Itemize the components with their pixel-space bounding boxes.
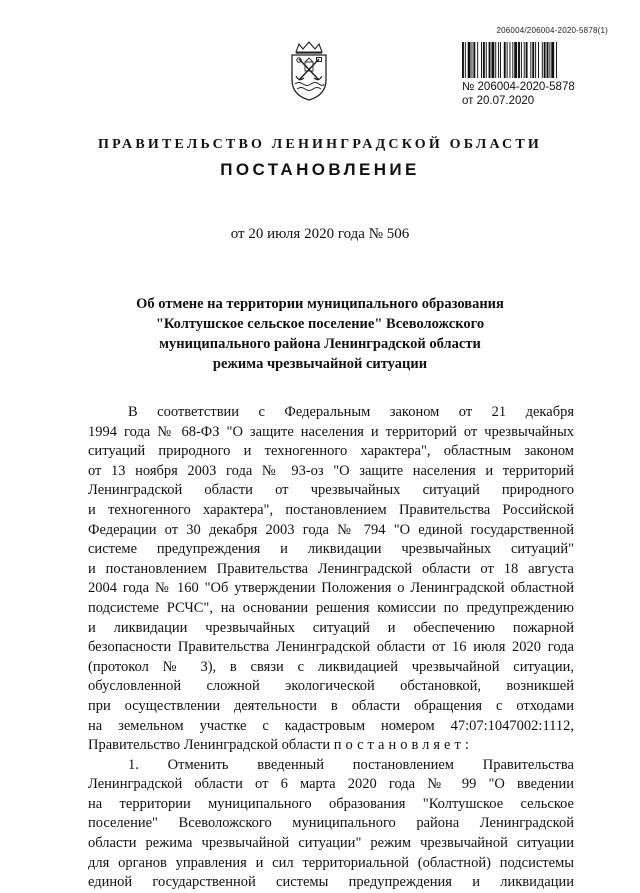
preamble-line: В соответствии с Федеральным законом от 21 декабря xyxy=(128,404,574,420)
coat-of-arms-icon xyxy=(286,40,332,102)
registration-date: от 20.07.2020 xyxy=(462,95,535,107)
decree-subject xyxy=(0,294,640,374)
decree-date-number: от 20 июля 2020 года № 506 xyxy=(230,226,410,242)
barcode-icon xyxy=(462,42,602,78)
government-title: ПРАВИТЕЛЬСТВО ЛЕНИНГРАДСКОЙ ОБЛАСТИ xyxy=(97,137,542,152)
resolution-word: постановляет: xyxy=(333,737,473,754)
subject-line: "Колтушское сельское поселение" Всеволожского xyxy=(155,316,485,332)
subject-line: муниципального района Ленинградской области xyxy=(159,336,481,352)
item-1-line: поселение" Всеволожского муниципального района Ленинградской xyxy=(88,815,574,832)
resolution-lead: Правительство Ленинградской области xyxy=(88,737,331,754)
registration-block xyxy=(462,80,575,108)
preamble-line: безопасности Правительства Ленинградской области от 16 июля 2020 года xyxy=(88,639,574,656)
preamble-line: Ленинградской области от чрезвычайных ситуаций природного xyxy=(88,482,574,499)
subject-line: режима чрезвычайной ситуации xyxy=(212,356,428,372)
preamble-line: обусловленной сложной экологической обстановкой, возникшей xyxy=(88,678,574,695)
preamble-line: Федерации от 30 декабря 2003 года № 794 "О единой государственной xyxy=(88,521,574,538)
preamble-line: на земельном участке с кадастровым номером 47:07:1047002:1112, xyxy=(88,717,574,734)
preamble-line: 2004 года № 160 "Об утверждении Положения о Ленинградской областной xyxy=(88,580,574,597)
preamble-line: подсистеме РСЧС", на основании решения комиссии по предупреждению xyxy=(88,599,574,616)
preamble-line: и ликвидации чрезвычайных ситуаций и обеспечению пожарной xyxy=(88,619,574,636)
item-1-line: для органов управления и сил территориальной (областной) подсистемы xyxy=(88,854,574,871)
decree-body xyxy=(88,403,574,893)
subject-line: Об отмене на территории муниципального образования xyxy=(136,296,504,312)
item-1-line: области режима чрезвычайной ситуации" режим чрезвычайной ситуации xyxy=(88,835,574,852)
item-1-line: 1. Отменить введенный постановлением Правительства xyxy=(128,756,574,773)
preamble-line: и постановлением Правительства Ленинградской области от 18 августа xyxy=(88,560,574,577)
preamble-line: 1994 года № 68-ФЗ "О защите населения и территорий от чрезвычайных xyxy=(88,423,574,440)
preamble-line: ситуаций природного и техногенного характера", областным законом xyxy=(88,443,574,460)
document-type-title: ПОСТАНОВЛЕНИЕ xyxy=(220,160,420,179)
document-id: 206004/206004-2020-5878(1) xyxy=(496,26,608,35)
item-1-line: единой государственной системы предупреждения и ликвидации xyxy=(88,874,574,891)
preamble-line: и техногенного характера", постановлением Правительства Российской xyxy=(88,501,574,518)
preamble-line: (протокол № 3), в связи с ликвидацией чрезвычайной ситуации, xyxy=(88,658,574,675)
preamble-line: при осуществлении деятельности в области обращения с отходами xyxy=(88,697,574,714)
item-1-line: на территории муниципального образования "Колтушское сельское xyxy=(88,795,574,812)
item-1-line: Ленинградской области от 6 марта 2020 года № 99 "О введении xyxy=(88,776,574,793)
resolution-line xyxy=(88,736,574,756)
registration-number: № 206004-2020-5878 xyxy=(462,81,575,93)
preamble-line: от 13 ноября 2003 года № 93-оз "О защите населения и территорий xyxy=(88,462,574,479)
preamble-line: системе предупреждения и ликвидации чрезвычайных ситуаций" xyxy=(88,541,574,558)
